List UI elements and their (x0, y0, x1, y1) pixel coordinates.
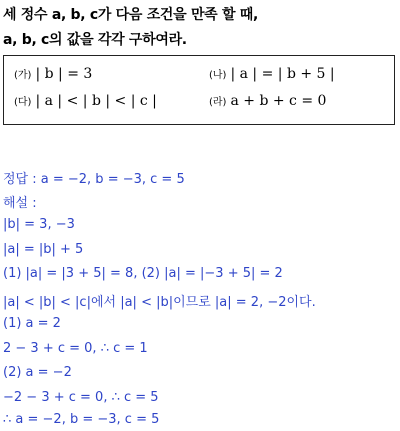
condition-expr: | a | < | b | < | c | (35, 93, 157, 109)
condition-ga (14, 66, 92, 82)
condition-tag: (다) (14, 97, 32, 108)
condition-expr: | b | = 3 (35, 66, 93, 82)
condition-tag: (가) (14, 70, 32, 81)
solution-line: |a| = |b| + 5 (3, 242, 84, 257)
condition-tag: (나) (209, 70, 227, 81)
solution-line: 2 − 3 + c = 0, ∴ c = 1 (3, 341, 148, 356)
solution-heading: 해설 : (3, 196, 37, 211)
condition-ra (209, 93, 326, 109)
solution-line: (2) a = −2 (3, 365, 72, 380)
condition-na (209, 66, 335, 82)
solution-line: (1) a = 2 (3, 316, 61, 331)
conditions-box (3, 55, 395, 125)
solution-line: −2 − 3 + c = 0, ∴ c = 5 (3, 390, 159, 405)
question-line-2: a, b, c의 값을 각각 구하여라. (3, 32, 187, 48)
answer-line: 정답 : a = −2, b = −3, c = 5 (3, 172, 185, 187)
condition-da (14, 93, 157, 109)
solution-line: ∴ a = −2, b = −3, c = 5 (3, 412, 160, 427)
solution-line: (1) |a| = |3 + 5| = 8, (2) |a| = |−3 + 5| = 2 (3, 266, 283, 281)
condition-tag: (라) (209, 97, 227, 108)
solution-line: |b| = 3, −3 (3, 217, 75, 232)
question-line-1: 세 정수 a, b, c가 다음 조건을 만족 할 때, (3, 7, 259, 23)
condition-expr: | a | = | b + 5 | (230, 66, 335, 82)
condition-expr: a + b + c = 0 (230, 93, 327, 109)
solution-line: |a| < |b| < |c|에서 |a| < |b|이므로 |a| = 2, −2이다. (3, 295, 316, 310)
